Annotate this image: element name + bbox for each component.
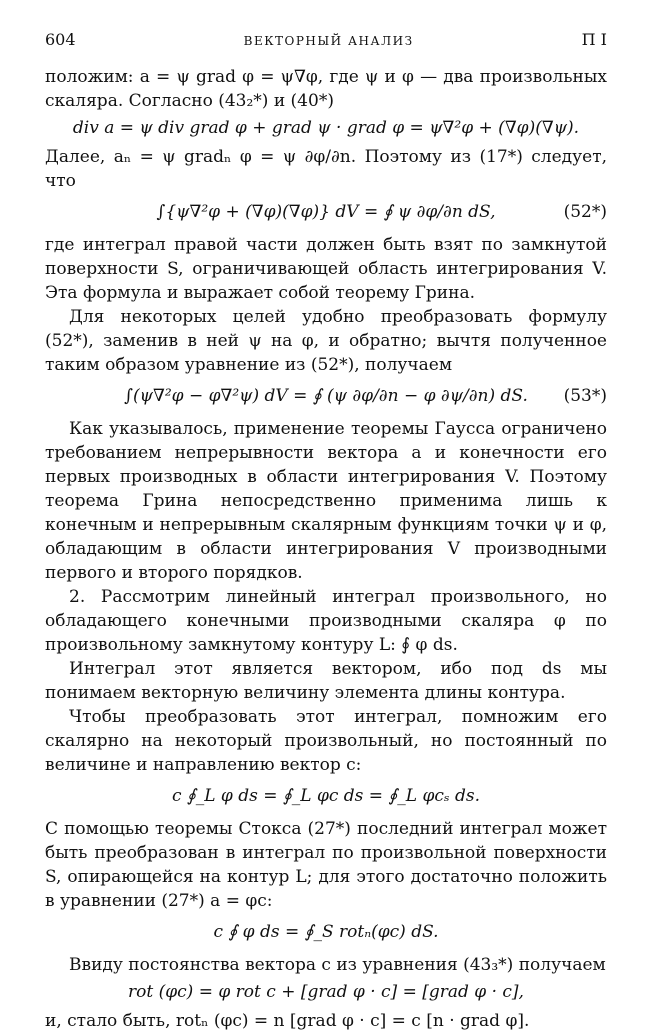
equation-div-a: [45, 115, 607, 141]
equation-53: [45, 383, 607, 409]
equation-text: ∫(ψ∇²φ − φ∇²ψ) dV = ∮ (ψ ∂φ/∂n − φ ∂ψ/∂n) dS.: [124, 386, 528, 406]
paragraph-4: Для некоторых целей удобно преобразовать формулу (52*), заменив в ней ψ на φ, и обратно; вычтя полученное таким образом уравнение из (52*), получаем: [45, 307, 607, 375]
paragraph-9: С помощью теоремы Стокса (27*) последний интеграл может быть преобразован в интеграл по произвольной поверхности S, опирающейся на контур L; для этого достаточно положить в уравнении (27*) a = φc:: [45, 819, 607, 911]
equation-text: c ∮ φ ds = ∮_S rotₙ(φc) dS.: [213, 922, 439, 942]
equation-contour-integral: [45, 783, 607, 809]
paragraph-11: и, стало быть, rotₙ (φc) = n [grad φ · c] = c [n · grad φ].: [45, 1011, 530, 1031]
paragraph-3: где интеграл правой части должен быть взят по замкнутой поверхности S, ограничивающей область интегрирования V. Эта формула и выражает собой теорему Грина.: [45, 235, 607, 303]
equation-stokes: [45, 919, 607, 945]
paragraph-5: Как указывалось, применение теоремы Гаусса ограничено требованием непрерывности вектора a и конечности его первых производных в области интегрирования V. Поэтому теорема Грина непосредственно применима лишь к конечным и непрерывным скалярным функциям точки ψ и φ, обладающим в области интегрирования V производными первого и второго порядков.: [45, 419, 607, 583]
paragraph-6: 2. Рассмотрим линейный интеграл произвольного, но обладающего конечными производными скаляра φ по произвольному замкнутому контуру L: ∮ φ ds.: [45, 587, 607, 655]
equation-number: (52*): [563, 202, 607, 222]
equation-52: [45, 199, 607, 225]
paragraph-1: положим: a = ψ grad φ = ψ∇φ, где ψ и φ — два произвольных скаляра. Согласно (43₂*) и (40*): [45, 67, 607, 111]
page-body: [45, 65, 607, 1033]
equation-text: rot (φc) = φ rot c + [grad φ · c] = [grad φ · c],: [128, 982, 524, 1002]
paragraph-8: Чтобы преобразовать этот интеграл, помножим его скалярно на некоторый произвольный, но постоянный по величине и направлению вектор c:: [45, 707, 607, 775]
equation-text: ∫{ψ∇²φ + (∇φ)(∇φ)} dV = ∮ ψ ∂φ/∂n dS,: [156, 202, 496, 222]
page-number: 604: [45, 30, 76, 49]
paragraph-2: Далее, aₙ = ψ gradₙ φ = ψ ∂φ/∂n. Поэтому из (17*) следует, что: [45, 147, 607, 191]
equation-text: div a = ψ div grad φ + grad ψ · grad φ = ψ∇²φ + (∇φ)(∇ψ).: [72, 118, 580, 138]
equation-rot: [45, 979, 607, 1005]
paragraph-10: Ввиду постоянства вектора c из уравнения (43₃*) получаем: [69, 955, 606, 975]
running-title: ВЕКТОРНЫЙ АНАЛИЗ: [243, 34, 414, 48]
equation-number: (53*): [563, 386, 607, 406]
equation-text: c ∮_L φ ds = ∮_L φc ds = ∮_L φcₛ ds.: [171, 786, 481, 806]
chapter-mark: П I: [581, 30, 607, 49]
paragraph-7: Интеграл этот является вектором, ибо под ds мы понимаем векторную величину элемента длины контура.: [45, 659, 607, 703]
running-header: [45, 30, 607, 49]
